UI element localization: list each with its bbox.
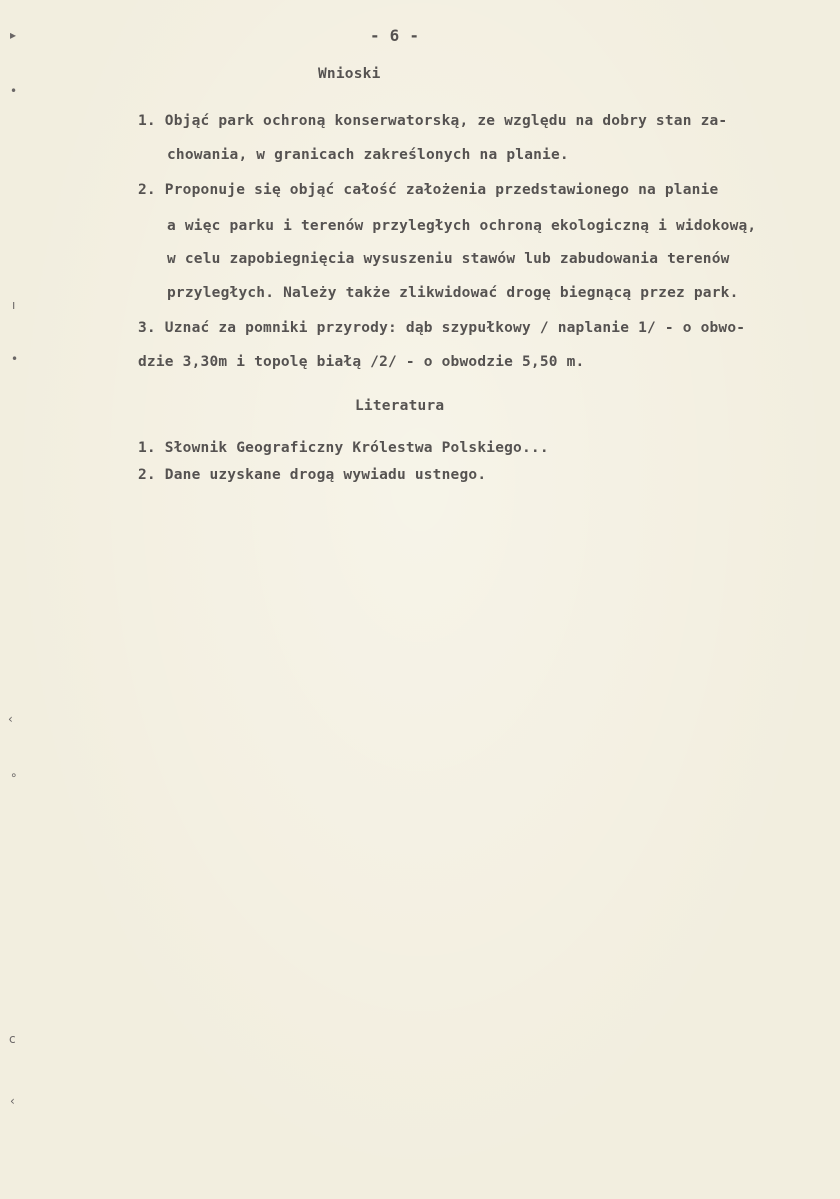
margin-mark: ‹: [10, 1094, 15, 1108]
margin-mark: ‹: [8, 712, 13, 726]
margin-mark: ▸: [10, 28, 17, 42]
conclusions-heading: Wnioski: [318, 66, 381, 82]
conclusion-line: chowania, w granicach zakreślonych na planie.: [167, 147, 569, 163]
literature-line: 1. Słownik Geograficzny Królestwa Polskiego...: [138, 440, 549, 456]
margin-mark: ı: [12, 298, 16, 312]
conclusion-line: 1. Objąć park ochroną konserwatorską, ze względu na dobry stan za-: [138, 113, 728, 129]
conclusion-line: w celu zapobiegnięcia wysuszeniu stawów lub zabudowania terenów: [167, 251, 730, 267]
margin-mark: ∘: [10, 768, 18, 782]
conclusion-line: 3. Uznać za pomniki przyrody: dąb szypułkowy / naplanie 1/ - o obwo-: [138, 320, 746, 336]
margin-mark: •: [10, 84, 18, 98]
conclusion-line: 2. Proponuje się objąć całość założenia przedstawionego na planie: [138, 182, 719, 198]
conclusion-line: dzie 3,30m i topolę białą /2/ - o obwodzie 5,50 m.: [138, 354, 585, 370]
conclusion-line: przyległych. Należy także zlikwidować drogę biegnącą przez park.: [167, 285, 739, 301]
margin-mark: c: [9, 1032, 16, 1046]
page-number: - 6 -: [370, 26, 420, 45]
margin-mark: •: [11, 352, 19, 366]
conclusion-line: a więc parku i terenów przyległych ochroną ekologiczną i widokową,: [167, 218, 757, 234]
literature-line: 2. Dane uzyskane drogą wywiadu ustnego.: [138, 467, 487, 483]
literature-heading: Literatura: [355, 398, 445, 414]
